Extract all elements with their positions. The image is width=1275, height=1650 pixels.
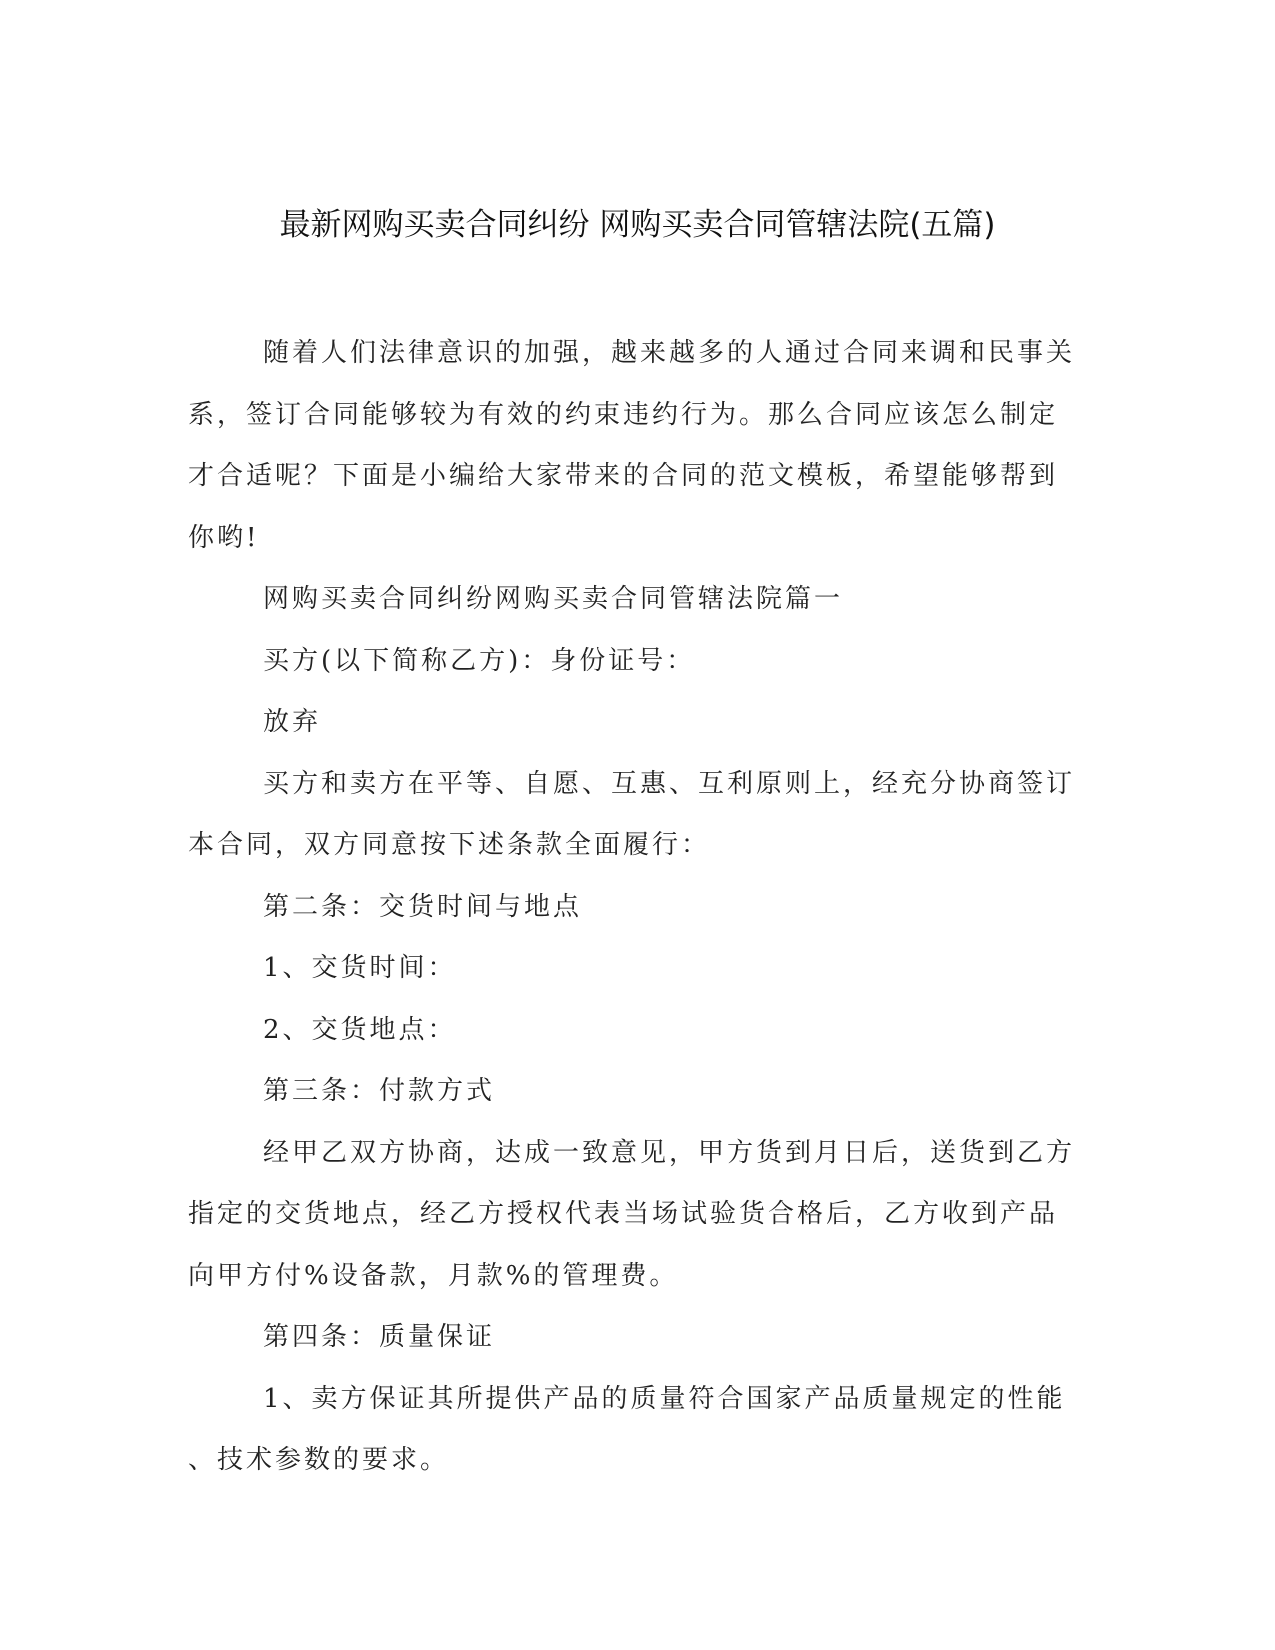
paragraph-line: 第三条：付款方式 <box>263 1076 496 1106</box>
paragraph-line: 指定的交货地点，经乙方授权代表当场试验货合格后，乙方收到产品 <box>188 1199 1059 1229</box>
paragraph <box>188 692 1083 754</box>
paragraph <box>188 569 1083 631</box>
paragraph <box>188 631 1083 693</box>
paragraph-line: 、技术参数的要求。 <box>188 1445 450 1475</box>
paragraph <box>188 1369 1083 1492</box>
paragraph <box>188 1061 1083 1123</box>
paragraph <box>188 1307 1083 1369</box>
paragraph <box>188 877 1083 939</box>
paragraph <box>188 754 1083 877</box>
paragraph-line: 第四条：质量保证 <box>263 1322 496 1352</box>
paragraph-line: 第二条：交货时间与地点 <box>263 891 583 922</box>
paragraph-line: 1、卖方保证其所提供产品的质量符合国家产品质量规定的性能 <box>263 1383 1066 1414</box>
paragraph-line: 1、交货时间： <box>263 953 457 983</box>
paragraph-line: 网购买卖合同纠纷网购买卖合同管辖法院篇一 <box>263 584 844 614</box>
paragraph-line: 2、交货地点： <box>263 1014 457 1045</box>
paragraph <box>188 1123 1083 1308</box>
paragraph-line: 本合同，双方同意按下述条款全面履行： <box>188 830 711 860</box>
document-title: 最新网购买卖合同纠纷 网购买卖合同管辖法院(五篇) <box>279 207 996 243</box>
paragraph-line: 经甲乙双方协商，达成一致意见，甲方货到月日后，送货到乙方 <box>263 1137 1076 1168</box>
paragraph <box>188 323 1083 569</box>
paragraph-line: 系，签订合同能够较为有效的约束违约行为。那么合同应该怎么制定 <box>188 399 1059 430</box>
paragraph <box>188 938 1083 1000</box>
paragraph-line: 你哟! <box>188 522 260 553</box>
paragraph-line: 买方和卖方在平等、自愿、互惠、互利原则上，经充分协商签订 <box>263 768 1076 799</box>
paragraph-line: 买方(以下简称乙方)：身份证号： <box>263 645 696 676</box>
paragraph-line: 向甲方付%设备款，月款%的管理费。 <box>188 1260 679 1291</box>
document-body <box>188 323 1083 1492</box>
paragraph <box>188 1000 1083 1062</box>
paragraph-line: 才合适呢？下面是小编给大家带来的合同的范文模板，希望能够帮到 <box>188 461 1059 491</box>
paragraph-line: 随着人们法律意识的加强，越来越多的人通过合同来调和民事关 <box>263 338 1076 368</box>
paragraph-line: 放弃 <box>263 707 322 737</box>
